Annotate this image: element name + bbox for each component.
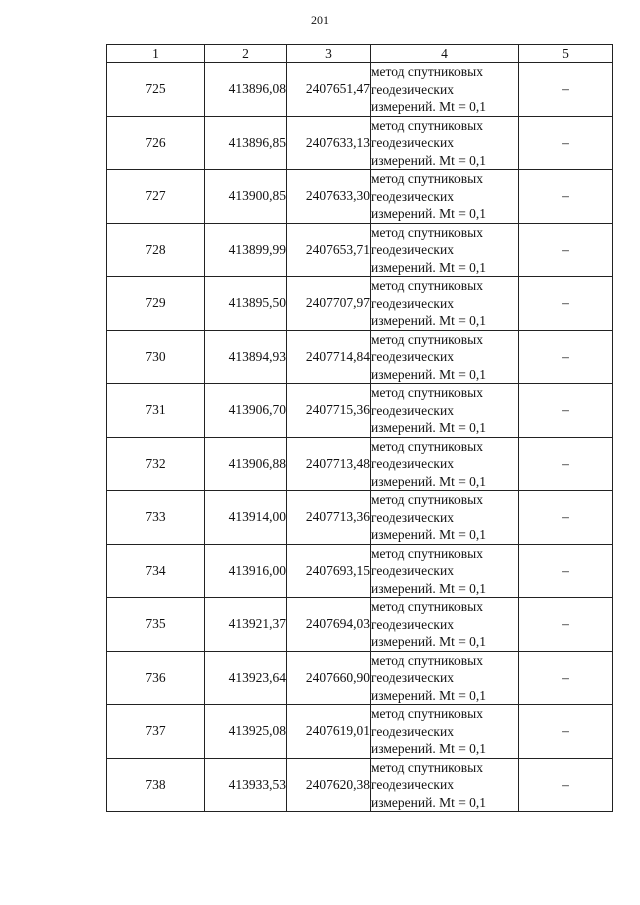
x-coordinate-cell: 413925,08 [205, 705, 287, 759]
y-coordinate-cell: 2407715,36 [287, 384, 371, 438]
table-header-row [107, 45, 613, 63]
coordinates-table [106, 44, 613, 812]
y-coordinate-cell: 2407660,90 [287, 651, 371, 705]
method-cell: метод спутниковых геодезических измерений. Mt = 0,1 [371, 384, 519, 438]
point-number-cell: 727 [107, 170, 205, 224]
point-number-cell: 737 [107, 705, 205, 759]
point-number-cell: 729 [107, 277, 205, 331]
x-coordinate-cell: 413916,00 [205, 544, 287, 598]
y-coordinate-cell: 2407633,30 [287, 170, 371, 224]
note-cell: – [519, 277, 613, 331]
x-coordinate-cell: 413906,88 [205, 437, 287, 491]
point-number-cell: 730 [107, 330, 205, 384]
table-row [107, 598, 613, 652]
column-header-2: 2 [205, 45, 287, 63]
point-number-cell: 728 [107, 223, 205, 277]
note-cell: – [519, 116, 613, 170]
method-cell: метод спутниковых геодезических измерений. Mt = 0,1 [371, 437, 519, 491]
x-coordinate-cell: 413896,85 [205, 116, 287, 170]
method-cell: метод спутниковых геодезических измерений. Mt = 0,1 [371, 598, 519, 652]
method-cell: метод спутниковых геодезических измерений. Mt = 0,1 [371, 63, 519, 117]
x-coordinate-cell: 413906,70 [205, 384, 287, 438]
note-cell: – [519, 758, 613, 812]
method-cell: метод спутниковых геодезических измерений. Mt = 0,1 [371, 705, 519, 759]
page-number: 201 [311, 13, 329, 27]
note-cell: – [519, 598, 613, 652]
point-number-cell: 731 [107, 384, 205, 438]
x-coordinate-cell: 413923,64 [205, 651, 287, 705]
table-row [107, 170, 613, 224]
table-row [107, 437, 613, 491]
point-number-cell: 738 [107, 758, 205, 812]
point-number-cell: 736 [107, 651, 205, 705]
x-coordinate-cell: 413900,85 [205, 170, 287, 224]
method-cell: метод спутниковых геодезических измерений. Mt = 0,1 [371, 116, 519, 170]
note-cell: – [519, 651, 613, 705]
x-coordinate-cell: 413896,08 [205, 63, 287, 117]
note-cell: – [519, 170, 613, 224]
y-coordinate-cell: 2407651,47 [287, 63, 371, 117]
note-cell: – [519, 705, 613, 759]
x-coordinate-cell: 413933,53 [205, 758, 287, 812]
point-number-cell: 733 [107, 491, 205, 545]
table-row [107, 705, 613, 759]
y-coordinate-cell: 2407713,36 [287, 491, 371, 545]
table-row [107, 277, 613, 331]
table-row [107, 384, 613, 438]
table-row [107, 330, 613, 384]
method-cell: метод спутниковых геодезических измерений. Mt = 0,1 [371, 491, 519, 545]
table-body [107, 63, 613, 812]
y-coordinate-cell: 2407633,13 [287, 116, 371, 170]
column-header-5: 5 [519, 45, 613, 63]
note-cell: – [519, 491, 613, 545]
method-cell: метод спутниковых геодезических измерений. Mt = 0,1 [371, 651, 519, 705]
x-coordinate-cell: 413914,00 [205, 491, 287, 545]
x-coordinate-cell: 413899,99 [205, 223, 287, 277]
x-coordinate-cell: 413894,93 [205, 330, 287, 384]
method-cell: метод спутниковых геодезических измерений. Mt = 0,1 [371, 330, 519, 384]
point-number-cell: 735 [107, 598, 205, 652]
y-coordinate-cell: 2407620,38 [287, 758, 371, 812]
column-header-1: 1 [107, 45, 205, 63]
x-coordinate-cell: 413895,50 [205, 277, 287, 331]
table-row [107, 758, 613, 812]
method-cell: метод спутниковых геодезических измерений. Mt = 0,1 [371, 277, 519, 331]
y-coordinate-cell: 2407707,97 [287, 277, 371, 331]
method-cell: метод спутниковых геодезических измерений. Mt = 0,1 [371, 758, 519, 812]
point-number-cell: 725 [107, 63, 205, 117]
point-number-cell: 726 [107, 116, 205, 170]
y-coordinate-cell: 2407713,48 [287, 437, 371, 491]
note-cell: – [519, 544, 613, 598]
table-row [107, 651, 613, 705]
x-coordinate-cell: 413921,37 [205, 598, 287, 652]
method-cell: метод спутниковых геодезических измерений. Mt = 0,1 [371, 544, 519, 598]
note-cell: – [519, 437, 613, 491]
method-cell: метод спутниковых геодезических измерений. Mt = 0,1 [371, 223, 519, 277]
method-cell: метод спутниковых геодезических измерений. Mt = 0,1 [371, 170, 519, 224]
y-coordinate-cell: 2407714,84 [287, 330, 371, 384]
column-header-4: 4 [371, 45, 519, 63]
table-row [107, 63, 613, 117]
table-row [107, 544, 613, 598]
y-coordinate-cell: 2407619,01 [287, 705, 371, 759]
point-number-cell: 734 [107, 544, 205, 598]
y-coordinate-cell: 2407693,15 [287, 544, 371, 598]
y-coordinate-cell: 2407653,71 [287, 223, 371, 277]
table-row [107, 223, 613, 277]
y-coordinate-cell: 2407694,03 [287, 598, 371, 652]
table-row [107, 491, 613, 545]
point-number-cell: 732 [107, 437, 205, 491]
note-cell: – [519, 384, 613, 438]
note-cell: – [519, 223, 613, 277]
note-cell: – [519, 63, 613, 117]
note-cell: – [519, 330, 613, 384]
table-row [107, 116, 613, 170]
column-header-3: 3 [287, 45, 371, 63]
